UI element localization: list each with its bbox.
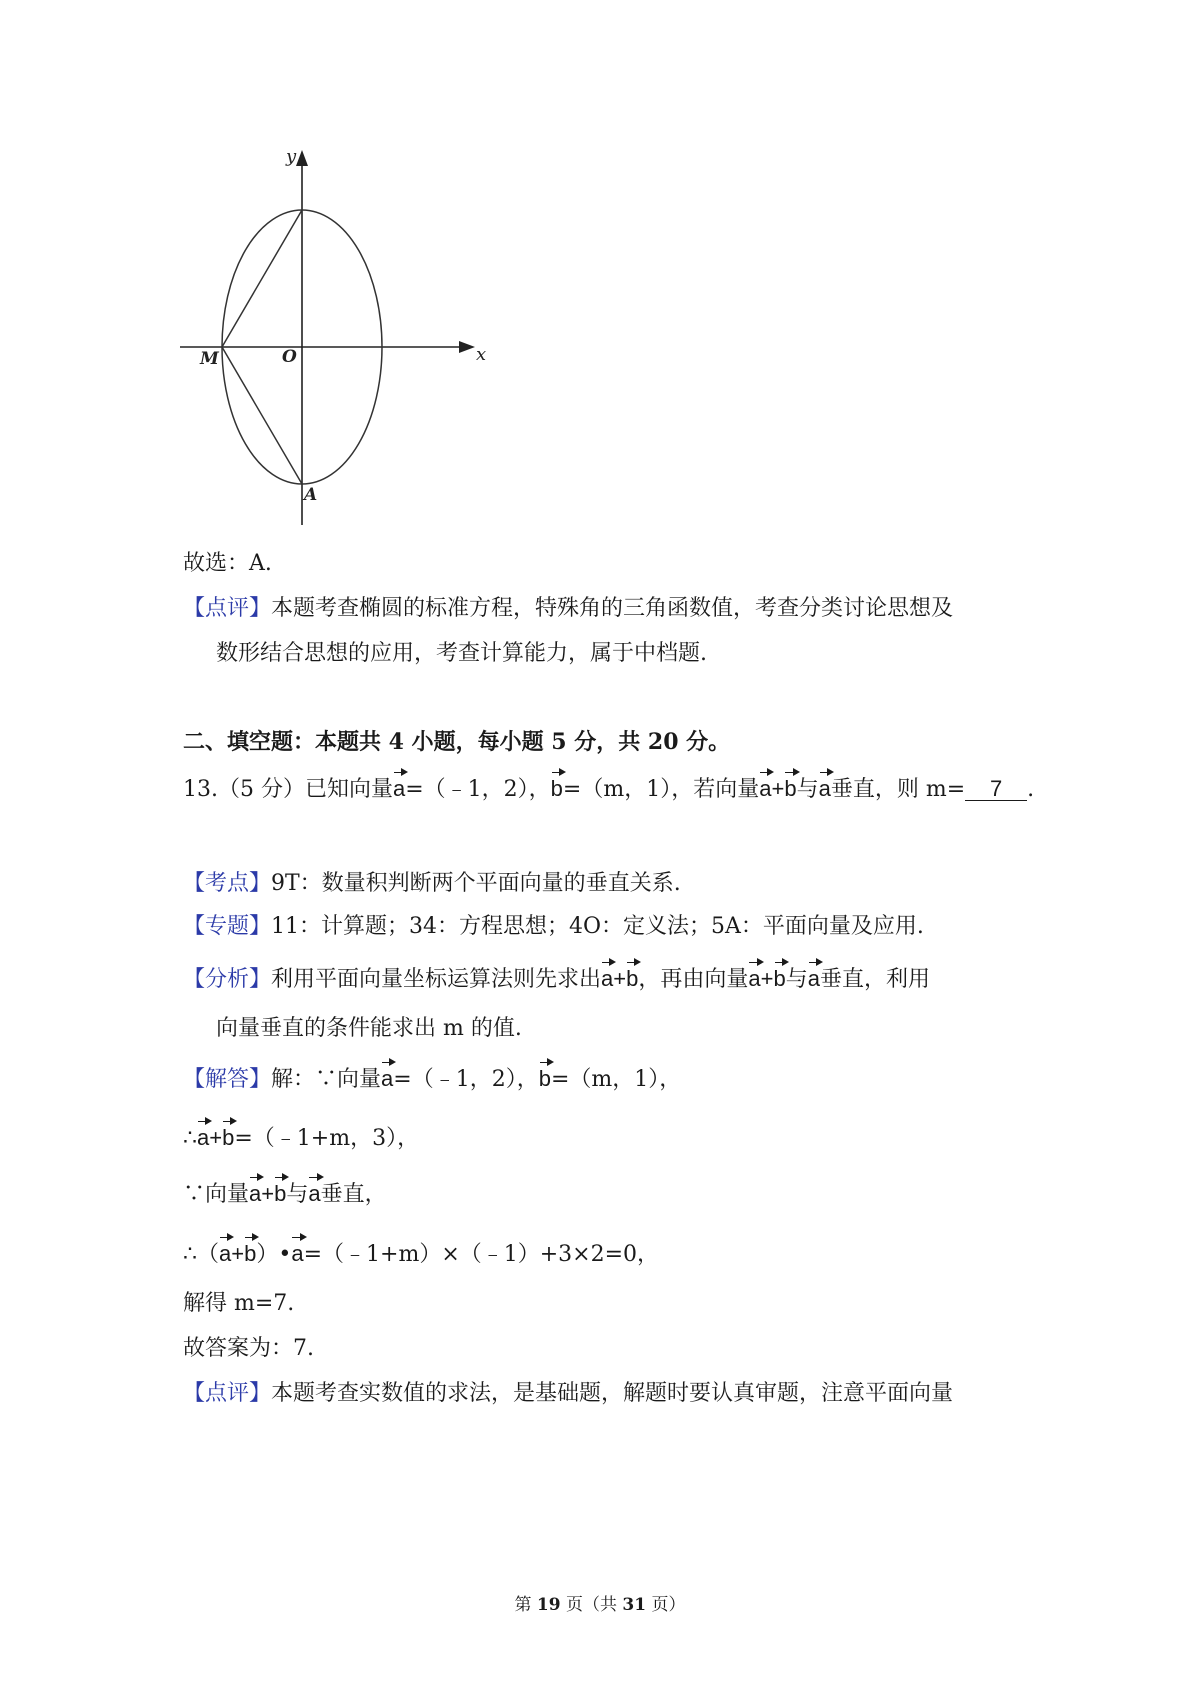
vector-b: b: [626, 966, 639, 991]
y-axis-arrow-icon: [296, 150, 308, 166]
fenxi-tag: 【分析】: [183, 967, 272, 992]
section-title: 二、填空题：本题共 4 小题，每小题 5 分，共 20 分。: [183, 729, 731, 755]
vector-a: a: [381, 1066, 394, 1091]
vector-b: b: [784, 776, 797, 801]
vector-a: a: [748, 966, 761, 991]
dianping-line: 【点评】本题考查实数值的求法，是基础题，解题时要认真审题，注意平面向量: [183, 1381, 954, 1406]
q12-choice: 故选：A.: [183, 551, 272, 576]
segment-m-top: [222, 210, 302, 347]
kaodian-line: 【考点】9T：数量积判断两个平面向量的垂直关系.: [183, 871, 681, 896]
y-axis-label: y: [286, 150, 297, 167]
kaodian-tag: 【考点】: [183, 871, 272, 896]
review-tag: 【点评】: [183, 596, 272, 621]
vector-a: a: [601, 966, 614, 991]
x-axis-label: x: [476, 344, 487, 365]
jieda-line6: 故答案为：7.: [183, 1336, 314, 1361]
vector-a: a: [249, 1181, 262, 1206]
vector-a: a: [759, 776, 772, 801]
vector-a: a: [818, 776, 831, 801]
zhuanti-line: 【专题】11：计算题；34：方程思想；4O：定义法；5A：平面向量及应用.: [183, 914, 924, 939]
vector-a: a: [392, 776, 406, 801]
dianping-tag: 【点评】: [183, 1381, 272, 1406]
jieda-tag: 【解答】: [183, 1067, 272, 1092]
vector-b: b: [244, 1241, 257, 1266]
q12-review-line1: 【点评】本题考查椭圆的标准方程，特殊角的三角函数值，考查分类讨论思想及: [183, 596, 954, 621]
vector-a: a: [807, 966, 821, 991]
vector-a: a: [219, 1241, 232, 1266]
jieda-line3: ∵向量a+b与a垂直，: [183, 1181, 387, 1207]
answer-blank: 7: [965, 778, 1027, 801]
vector-a: a: [308, 1181, 321, 1206]
vector-b: b: [550, 776, 563, 801]
vector-a: a: [197, 1125, 210, 1150]
fenxi-line1: 【分析】利用平面向量坐标运算法则先求出a+b，再由向量a+b与a垂直，利用: [183, 966, 931, 992]
vector-b: b: [773, 966, 786, 991]
page-number: 19: [536, 1595, 561, 1615]
segment-m-a: [222, 347, 302, 484]
jieda-line1: 【解答】解：∵向量a=（﹣1，2），b=（m，1），: [183, 1066, 682, 1092]
jieda-line2: ∴a+b=（﹣1+m，3），: [183, 1125, 420, 1151]
vector-a: a: [291, 1241, 304, 1266]
vector-b: b: [274, 1181, 287, 1206]
vector-b: b: [538, 1066, 551, 1091]
q12-review-line2: 数形结合思想的应用，考查计算能力，属于中档题.: [216, 641, 707, 666]
point-a-label: A: [304, 485, 318, 505]
jieda-line5: 解得 m=7.: [183, 1291, 295, 1316]
origin-label: O: [282, 347, 297, 367]
jieda-line4: ∴（a+b）•a=（﹣1+m）×（﹣1）+3×2=0，: [183, 1241, 660, 1267]
page-footer: 第 19 页（共 31 页）: [514, 1595, 686, 1615]
vector-b: b: [222, 1125, 235, 1150]
point-m-label: M: [200, 349, 219, 369]
page-total: 31: [622, 1595, 647, 1615]
zhuanti-tag: 【专题】: [183, 914, 272, 939]
x-axis-arrow-icon: [459, 341, 475, 353]
ellipse-figure: [180, 150, 540, 570]
fenxi-line2: 向量垂直的条件能求出 m 的值.: [216, 1016, 522, 1041]
q13-stem: 13.（5 分）已知向量a=（﹣1，2），b=（m，1），若向量a+b与a垂直，则 m= 7 .: [183, 776, 1035, 802]
